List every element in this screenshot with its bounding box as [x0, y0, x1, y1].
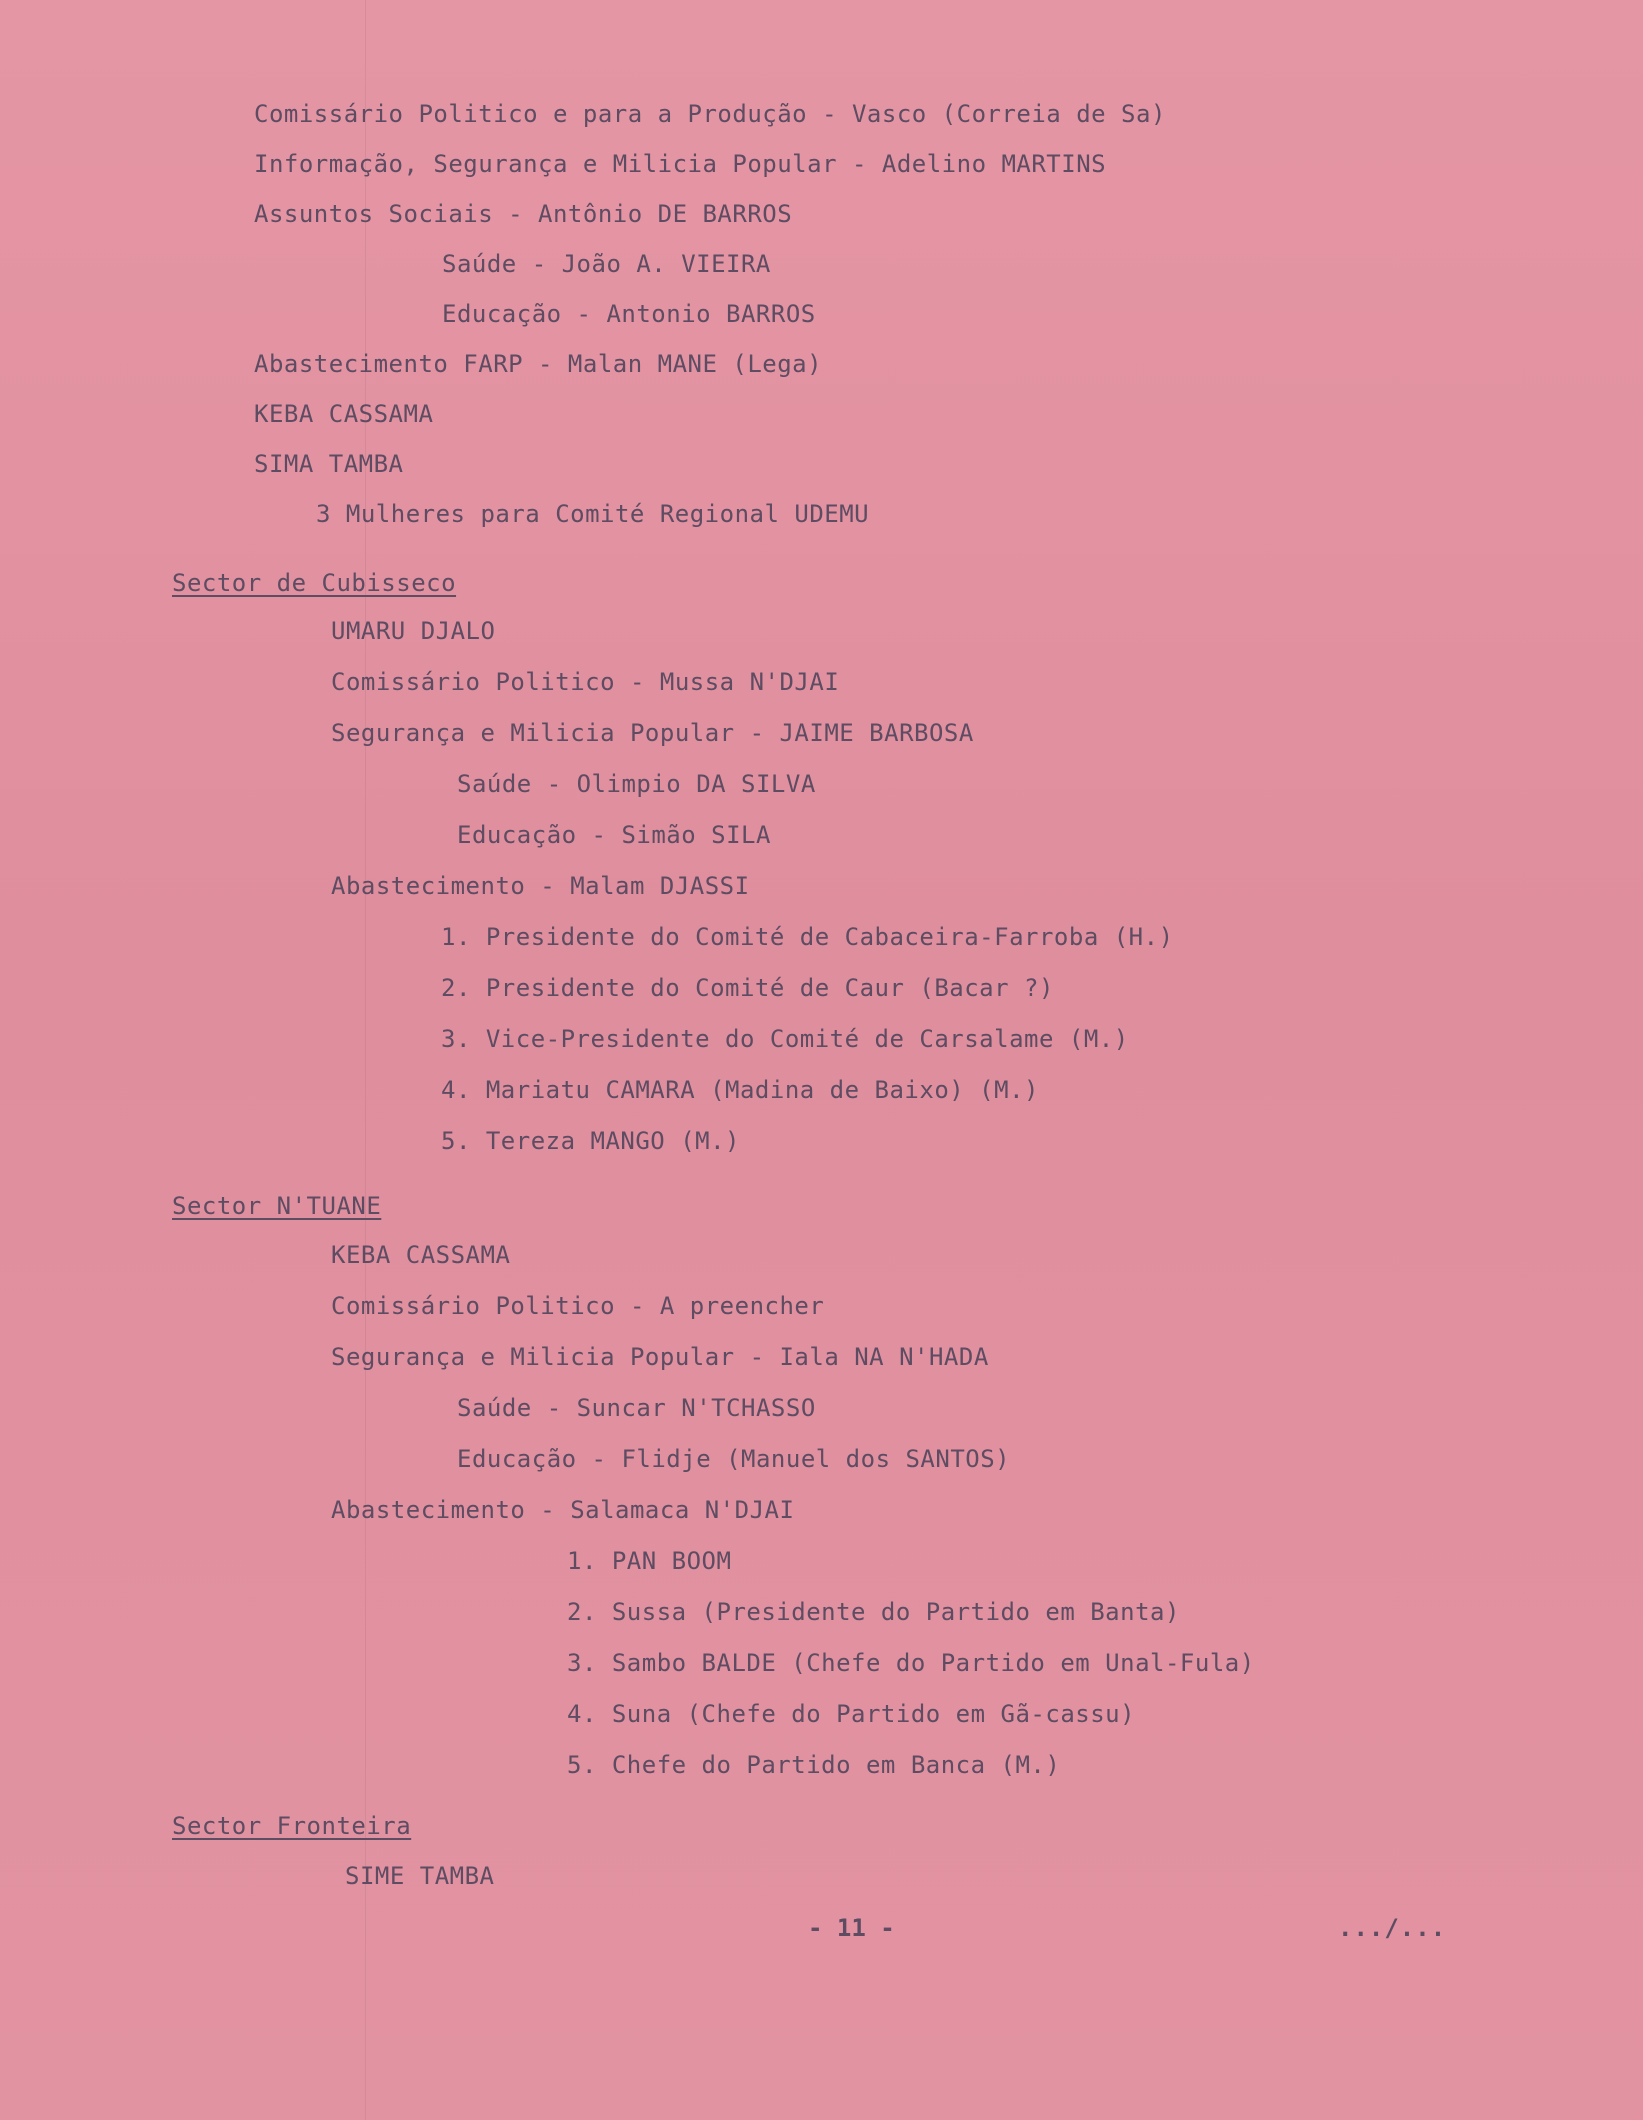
line-seguranca-3: Segurança e Milicia Popular - Iala NA N'HADA — [331, 1343, 989, 1371]
line-informacao-seguranca: Informação, Segurança e Milicia Popular - Adelino MARTINS — [254, 150, 1107, 178]
section-heading-ntuane: Sector N'TUANE — [172, 1192, 382, 1220]
continuation-marker: .../... — [1338, 1914, 1447, 1942]
line-abastecimento-2: Abastecimento - Malam DJASSI — [331, 872, 750, 900]
line-keba-cassama-2: KEBA CASSAMA — [331, 1241, 511, 1269]
list-item-ntuane-5: 5. Chefe do Partido em Banca (M.) — [567, 1751, 1061, 1779]
list-item-cubisseco-5: 5. Tereza MANGO (M.) — [441, 1127, 740, 1155]
line-keba-cassama-1: KEBA CASSAMA — [254, 400, 434, 428]
line-comissario-politico-producao: Comissário Politico e para a Produção - Vasco (Correia de Sa) — [254, 100, 1166, 128]
line-assuntos-sociais: Assuntos Sociais - Antônio DE BARROS — [254, 200, 793, 228]
line-comissario-politico-3: Comissário Politico - A preencher — [331, 1292, 825, 1320]
list-item-cubisseco-1: 1. Presidente do Comité de Cabaceira-Farroba (H.) — [441, 923, 1174, 951]
list-item-cubisseco-2: 2. Presidente do Comité de Caur (Bacar ?) — [441, 974, 1054, 1002]
section-heading-fronteira: Sector Fronteira — [172, 1812, 412, 1840]
line-saude-1: Saúde - João A. VIEIRA — [442, 250, 771, 278]
line-abastecimento-3: Abastecimento - Salamaca N'DJAI — [331, 1496, 795, 1524]
fold-crease — [365, 0, 366, 2120]
list-item-ntuane-2: 2. Sussa (Presidente do Partido em Banta) — [567, 1598, 1180, 1626]
line-sime-tamba: SIME TAMBA — [345, 1862, 495, 1890]
line-saude-2: Saúde - Olimpio DA SILVA — [457, 770, 816, 798]
list-item-ntuane-3: 3. Sambo BALDE (Chefe do Partido em Unal-Fula) — [567, 1649, 1255, 1677]
section-heading-cubisseco: Sector de Cubisseco — [172, 569, 457, 597]
line-saude-3: Saúde - Suncar N'TCHASSO — [457, 1394, 816, 1422]
line-umaru-djalo: UMARU DJALO — [331, 617, 496, 645]
line-seguranca-2: Segurança e Milicia Popular - JAIME BARBOSA — [331, 719, 974, 747]
list-item-cubisseco-4: 4. Mariatu CAMARA (Madina de Baixo) (M.) — [441, 1076, 1039, 1104]
line-educacao-3: Educação - Flidje (Manuel dos SANTOS) — [457, 1445, 1011, 1473]
line-mulheres-udemu: 3 Mulheres para Comité Regional UDEMU — [316, 500, 870, 528]
line-educacao-2: Educação - Simão SILA — [457, 821, 771, 849]
line-comissario-politico-2: Comissário Politico - Mussa N'DJAI — [331, 668, 840, 696]
list-item-ntuane-4: 4. Suna (Chefe do Partido em Gã-cassu) — [567, 1700, 1136, 1728]
line-sima-tamba: SIMA TAMBA — [254, 450, 404, 478]
list-item-cubisseco-3: 3. Vice-Presidente do Comité de Carsalame (M.) — [441, 1025, 1129, 1053]
line-abastecimento-farp: Abastecimento FARP - Malan MANE (Lega) — [254, 350, 823, 378]
line-educacao-1: Educação - Antonio BARROS — [442, 300, 816, 328]
list-item-ntuane-1: 1. PAN BOOM — [567, 1547, 732, 1575]
page-number: - 11 - — [808, 1914, 895, 1942]
